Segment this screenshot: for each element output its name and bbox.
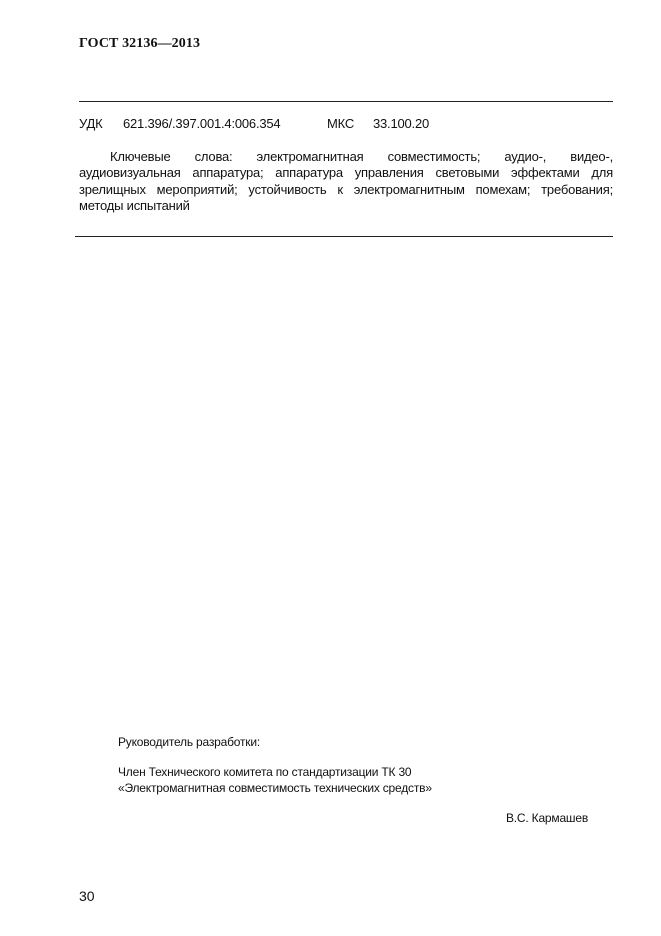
top-divider	[79, 101, 613, 102]
udk-value: 621.396/.397.001.4:006.354	[123, 116, 281, 131]
page-number: 30	[79, 888, 95, 904]
signer-name: В.С. Кармашев	[505, 811, 588, 825]
committee-member-line: Член Технического комитета по стандартизации ТК 30	[118, 765, 412, 779]
bottom-divider	[75, 236, 613, 237]
keywords-paragraph: Ключевые слова: электромагнитная совместимость; аудио-, видео-, аудиовизуальная аппаратура; аппаратура управления световыми эффектами для зрелищных мероприятий; устойчивость к электромагнитным помехам; требования; методы испытаний	[79, 149, 613, 214]
udk-label: УДК	[79, 116, 103, 131]
mks-value: 33.100.20	[373, 116, 430, 131]
classification-line	[79, 116, 429, 131]
document-header-title: ГОСТ 32136—2013	[79, 36, 201, 51]
mks-label: МКС	[327, 116, 355, 131]
committee-name-line: «Электромагнитная совместимость технических средств»	[118, 781, 432, 795]
development-leader-label: Руководитель разработки:	[118, 735, 260, 749]
